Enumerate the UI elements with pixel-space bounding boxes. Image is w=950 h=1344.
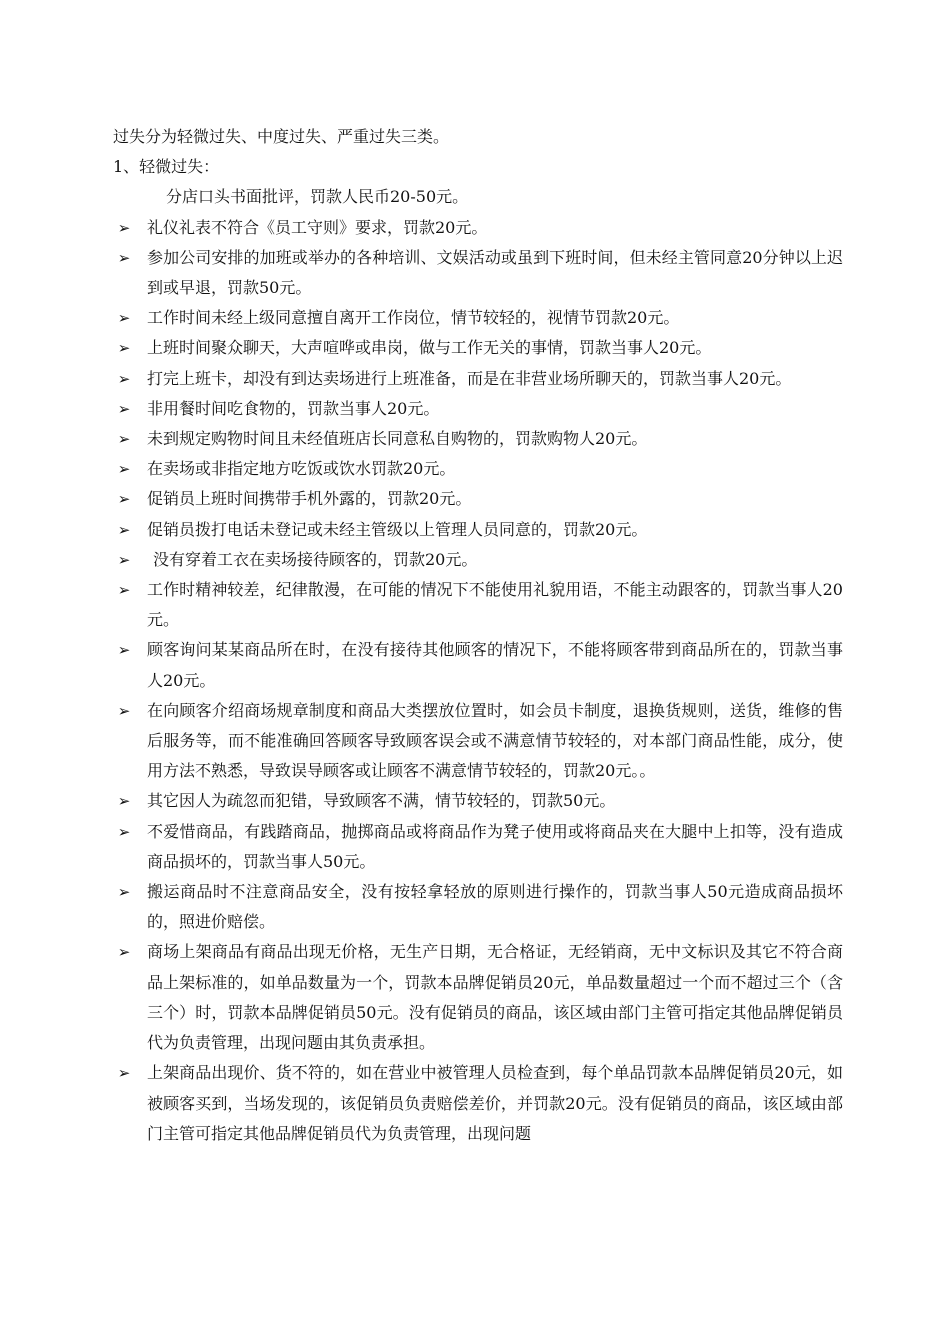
list-item [113,333,843,363]
penalty-list [113,213,843,1149]
list-item-text: 工作时精神较差，纪律散漫，在可能的情况下不能使用礼貌用语，不能主动跟客的，罚款当事人20元。 [147,580,843,630]
list-item [113,877,843,937]
list-item-text: 在向顾客介绍商场规章制度和商品大类摆放位置时，如会员卡制度，退换货规则，送货，维修的售后服务等，而不能准确回答顾客导致顾客误会或不满意情节较轻的，对本部门商品性能，成分，使用方法不熟悉，导致误导顾客或让顾客不满意情节较轻的，罚款20元。。 [147,700,843,781]
list-item-text: 礼仪礼表不符合《员工守则》要求，罚款20元。 [147,217,488,237]
section-heading: 1、轻微过失： [113,157,220,177]
list-item [113,635,843,695]
intro-paragraph: 过失分为轻微过失、中度过失、严重过失三类。 [113,127,450,146]
list-item-text: 促销员上班时间携带手机外露的，罚款20元。 [147,489,472,509]
list-item [113,424,843,454]
list-item [113,1058,843,1149]
arrow-bullet-icon: ➢ [117,369,131,388]
list-item [113,575,843,635]
list-item [113,364,843,394]
list-item-text: 上架商品出现价、货不符的，如在营业中被管理人员检查到，每个单品罚款本品牌促销员20元，如被顾客买到，当场发现的，该促销员负责赔偿差价，并罚款20元。没有促销员的商品，该区域由部门主管可指定其他品牌促销员代为负责管理，出现问题 [147,1063,843,1143]
document-body [113,122,843,1149]
list-item-text: 参加公司安排的加班或举办的各种培训、文娱活动或虽到下班时间，但未经主管同意20分钟以上迟到或早退，罚款50元。 [147,247,843,298]
list-item-text: 没有穿着工衣在卖场接待顾客的，罚款20元。 [153,549,478,569]
arrow-bullet-icon: ➢ [117,641,131,660]
list-item-text: 促销员拨打电话未登记或未经主管级以上管理人员同意的，罚款20元。 [147,519,648,539]
list-item [113,394,843,424]
list-item-text: 顾客询问某某商品所在时，在没有接待其他顾客的情况下，不能将顾客带到商品所在的，罚款当事人20元。 [147,640,843,690]
list-item [113,937,843,1058]
arrow-bullet-icon: ➢ [117,943,131,962]
list-item [113,484,843,514]
list-item [113,515,843,545]
arrow-bullet-icon: ➢ [117,883,131,902]
list-item-text: 工作时间未经上级同意擅自离开工作岗位，情节较轻的，视情节罚款20元。 [147,308,680,328]
arrow-bullet-icon: ➢ [117,218,131,237]
list-item [113,213,843,243]
arrow-bullet-icon: ➢ [117,339,131,358]
list-item-text: 商场上架商品有商品出现无价格，无生产日期，无合格证，无经销商，无中文标识及其它不符合商品上架标准的，如单品数量为一个，罚款本品牌促销员20元，单品数量超过一个而不超过三个（含三个）时，罚款本品牌促销员50元。没有促销员的商品，该区域由部门主管可指定其他品牌促销员代为负责管理，出现问题由其负责承担。 [147,942,843,1053]
arrow-bullet-icon: ➢ [117,309,131,328]
list-item [113,454,843,484]
list-item [113,817,843,877]
section-summary: 分店口头书面批评，罚款人民币20-50元。 [166,187,469,207]
arrow-bullet-icon: ➢ [117,792,131,811]
arrow-bullet-icon: ➢ [117,399,131,418]
list-item [113,786,843,816]
list-item-text: 其它因人为疏忽而犯错，导致顾客不满，情节较轻的，罚款50元。 [147,791,616,811]
arrow-bullet-icon: ➢ [117,520,131,539]
list-item [113,303,843,333]
list-item-text: 非用餐时间吃食物的，罚款当事人20元。 [147,398,440,418]
arrow-bullet-icon: ➢ [117,581,131,600]
list-item-text: 不爱惜商品，有践踏商品，抛掷商品或将商品作为凳子使用或将商品夹在大腿中上扣等，没有造成商品损坏的，罚款当事人50元。 [147,821,843,871]
list-item [113,696,843,787]
list-item [113,545,843,575]
arrow-bullet-icon: ➢ [117,248,131,267]
list-item-text: 未到规定购物时间且未经值班店长同意私自购物的，罚款购物人20元。 [147,429,648,449]
arrow-bullet-icon: ➢ [117,430,131,449]
list-item-text: 搬运商品时不注意商品安全，没有按轻拿轻放的原则进行操作的，罚款当事人50元造成商品损坏的，照进价赔偿。 [147,882,843,932]
list-item [113,243,843,303]
list-item-text: 在卖场或非指定地方吃饭或饮水罚款20元。 [147,459,456,479]
arrow-bullet-icon: ➢ [117,490,131,509]
arrow-bullet-icon: ➢ [117,822,131,841]
arrow-bullet-icon: ➢ [117,1064,131,1083]
list-item-text: 打完上班卡，却没有到达卖场进行上班准备，而是在非营业场所聊天的，罚款当事人20元。 [147,368,792,388]
list-item-text: 上班时间聚众聊天，大声喧哗或串岗，做与工作无关的事情，罚款当事人20元。 [147,338,712,358]
arrow-bullet-icon: ➢ [117,550,131,569]
arrow-bullet-icon: ➢ [117,701,131,720]
arrow-bullet-icon: ➢ [117,460,131,479]
